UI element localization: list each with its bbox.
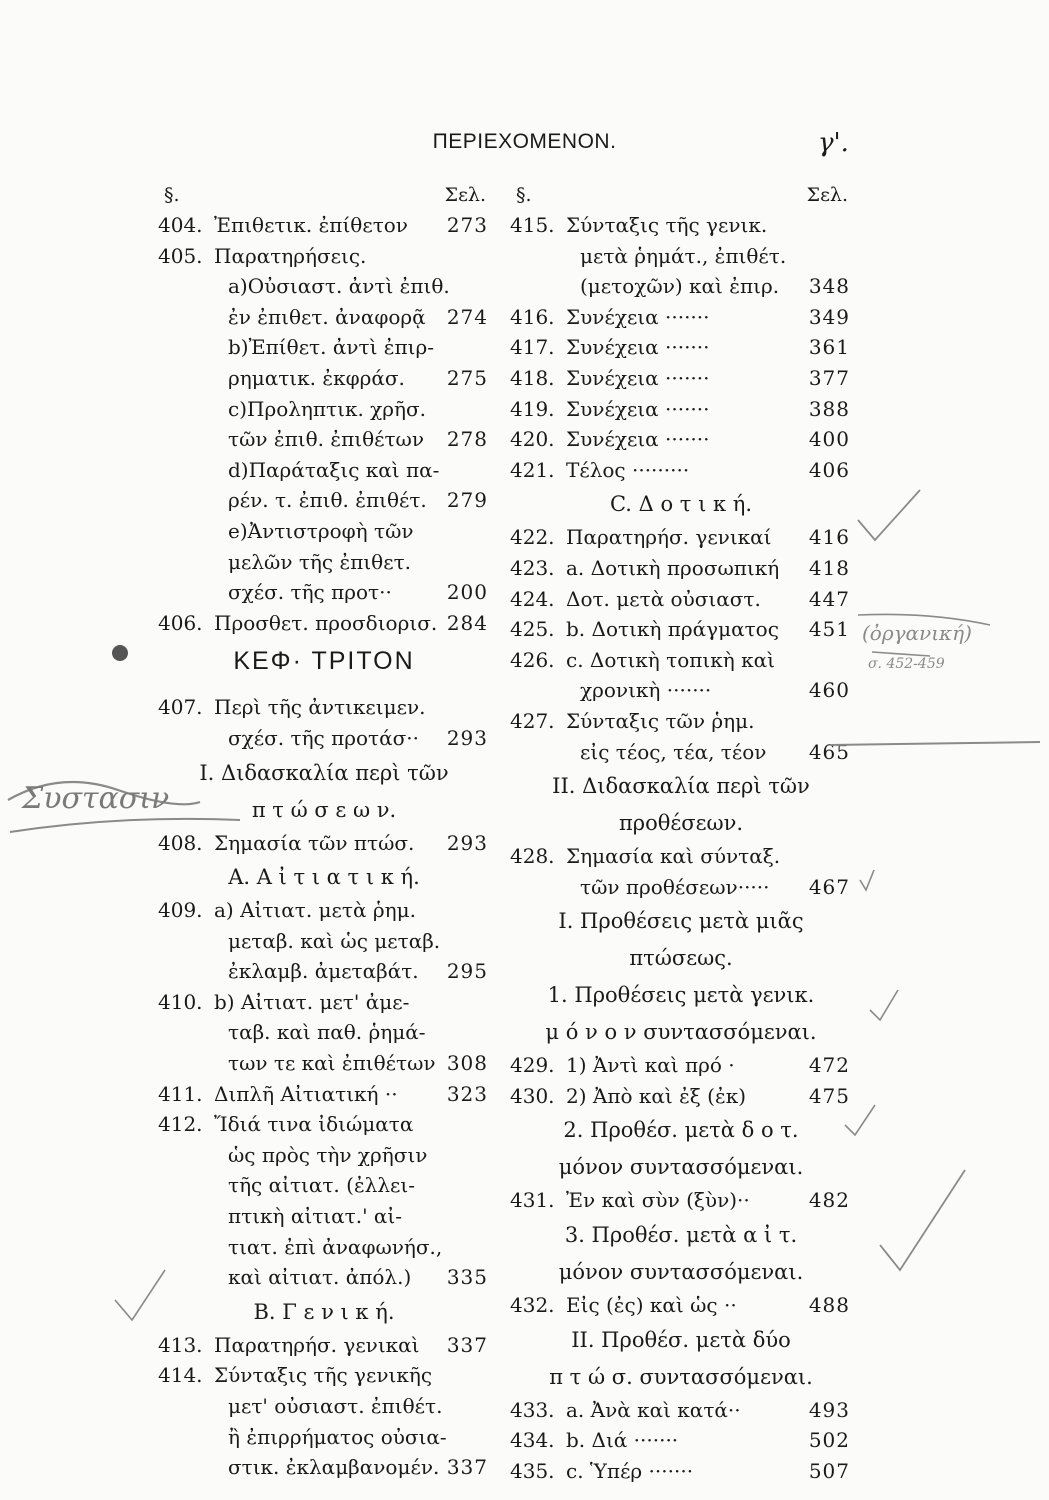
toc-entry [158,1391,490,1422]
entry-text: μελῶν τῆς ἐπιθετ. [228,549,412,574]
toc-entry [510,553,852,584]
section-number: 432. [510,1293,555,1318]
entry-text: τῶν ἐπιθ. ἐπιθέτων [228,427,425,452]
toc-entry [158,1262,490,1293]
toc-entry [158,1109,490,1140]
section-number: 420. [510,427,555,452]
heading-text: I. Προθέσεις μετὰ μιᾶς [558,909,804,934]
toc-entry [510,614,852,645]
section-number: 416. [510,304,555,329]
section-heading [158,858,490,895]
entry-text: 1) Ἀντὶ καὶ πρό · [566,1053,735,1078]
entry-text: ρέν. τ. ἐπιθ. ἐπιθέτ. [228,488,427,513]
heading-text: A. Α ἰ τ ι α τ ι κ ή. [228,865,420,890]
heading-text: πτώσεως. [629,946,733,971]
section-header: §. [516,184,532,206]
entry-text: Συνέχεια ······· [566,335,710,360]
toc-entry [158,1452,490,1483]
toc-entry [158,956,490,987]
checkmark-icon [870,990,898,1020]
entry-text: ταβ. καὶ παθ. ῥημά- [228,1020,426,1045]
section-number: 430. [510,1083,555,1108]
toc-entry [158,1079,490,1110]
heading-text: μ ό ν ο ν συντασσόμεναι. [545,1020,817,1045]
entry-text: ρηματικ. ἐκφράσ. [228,365,405,390]
heading-text: II. Διδασκαλία περὶ τῶν [552,774,810,799]
section-number: 404. [158,213,203,237]
entry-text: μεταβ. καὶ ὡς μεταβ. [228,928,441,953]
heading-text: 3. Προθέσ. μετὰ α ἰ τ. [564,1223,798,1248]
entry-text: σχέσ. τῆς προτ·· [228,580,392,605]
entry-text: Σημασία τῶν πτώσ. [214,830,415,855]
section-number: 429. [510,1053,555,1078]
checkmark-icon [880,1170,965,1270]
page-ref: 472 [808,1053,850,1078]
entry-text: τῆς αἰτιατ. (ἐλλει- [228,1173,415,1198]
toc-entry [510,706,852,737]
page-ref: 335 [446,1265,488,1290]
entry-text: a)Οὐσιαστ. ἀντὶ ἐπιθ. [228,274,450,299]
section-heading [158,754,490,791]
toc-entry [158,1201,490,1232]
entry-text: b. Δοτικὴ πράγματος [566,617,779,642]
toc-entry [510,271,852,302]
entry-text: Σύνταξις τῶν ῥημ. [566,708,755,733]
section-heading [510,939,852,976]
toc-entry [158,1330,490,1361]
entry-text: Συνέχεια ······· [566,304,710,329]
page-ref: 482 [808,1188,850,1213]
entry-text: Περὶ τῆς ἀντικειμεν. [214,695,426,720]
entry-text: ὡς πρὸς τὴν χρῆσιν [228,1142,428,1167]
toc-entry [510,675,852,706]
page-ref: 274 [446,304,488,329]
toc-entry [158,577,490,608]
section-heading [510,1013,852,1050]
section-header: §. [164,184,180,206]
page-ref: 388 [808,396,850,421]
section-number: 414. [158,1363,203,1388]
toc-entry [158,1232,490,1263]
toc-entry [510,737,852,768]
toc-entry [510,210,852,241]
page-ref: 273 [446,213,488,237]
toc-entry [510,1050,852,1081]
section-number: 433. [510,1397,555,1422]
entry-text: c)Προληπτικ. χρῆσ. [228,396,427,421]
page-ref: 284 [446,610,488,635]
entry-text: b)Ἐπίθετ. ἀντὶ ἐπιρ- [228,335,434,360]
heading-text: C. Δ ο τ ι κ ή. [609,492,753,517]
entry-text: Παρατηρήσ. γενικαί [566,525,772,550]
toc-entry [510,241,852,272]
page-ref: 278 [446,427,488,452]
entry-text: χρονικὴ ······· [580,678,712,703]
toc-entry [158,394,490,425]
entry-text: Προσθετ. προσδιορισ. [214,610,438,635]
toc-entry [158,895,490,926]
page-ref: 418 [808,555,850,580]
entry-text: a) Αἰτιατ. μετὰ ῥημ. [214,898,416,923]
section-heading [158,1293,490,1330]
toc-entry [510,1081,852,1112]
toc-entry [158,692,490,723]
heading-text: I. Διδασκαλία περὶ τῶν [199,760,449,785]
heading-text: 2. Προθέσ. μετὰ δ ο τ. [563,1118,799,1143]
section-heading [510,1253,852,1290]
page-ref: 279 [446,488,488,513]
toc-entry [158,608,490,639]
section-number: 428. [510,844,555,869]
section-number: 408. [158,830,203,855]
entry-text: τιατ. ἐπὶ ἀναφωνήσ., [228,1234,443,1259]
section-heading [510,1216,852,1253]
page-ref: 400 [808,427,850,452]
section-number: 431. [510,1188,555,1213]
toc-entry [510,645,852,676]
bracket-mark [858,614,990,625]
toc-entry [158,241,490,272]
section-heading [510,804,852,841]
section-number: 413. [158,1332,203,1357]
page-ref: 488 [808,1293,850,1318]
toc-entry [158,1017,490,1048]
page-ref: 447 [808,586,850,611]
toc-entry [158,1170,490,1201]
page-ref: 361 [808,335,850,360]
section-number: 422. [510,525,555,550]
heading-text: ΚΕΦ· ΤΡΙΤΟΝ [233,647,415,676]
entry-text: Παρατηρήσ. γενικαὶ [214,1332,420,1357]
entry-text: c. Δοτικὴ τοπικὴ καὶ [566,647,775,672]
entry-text: Σύνταξις τῆς γενικ. [566,213,768,237]
section-number: 424. [510,586,555,611]
section-number: 406. [158,610,203,635]
right-column [510,178,852,1486]
section-heading [510,902,852,939]
page-ref: 416 [808,525,850,550]
entry-text: πτικὴ αἰτιατ.' αἰ- [228,1204,403,1229]
right-column-header [510,178,852,210]
section-number: 415. [510,213,555,237]
toc-entry [158,210,490,241]
toc-entry [510,302,852,333]
section-heading [510,1358,852,1395]
toc-entry [510,455,852,486]
toc-entry [158,485,490,516]
page-ref: 502 [808,1428,850,1453]
page-ref: 293 [446,725,488,750]
entry-text: Τέλος ········· [566,457,690,482]
section-number: 405. [158,243,203,268]
page-ref: 293 [446,830,488,855]
toc-entry [510,394,852,425]
toc-entry [158,1048,490,1079]
heading-text: μόνον συντασσόμεναι. [558,1155,804,1180]
entry-text: Ἐπιθετικ. ἐπίθετον [214,213,408,237]
entry-text: d)Παράταξις καὶ πα- [228,457,440,482]
section-number: 410. [158,989,203,1014]
page-ref: 337 [446,1455,488,1480]
checkmark-icon [860,870,874,890]
toc-entry [510,1290,852,1321]
entry-text: σχέσ. τῆς προτάσ·· [228,725,419,750]
section-heading [510,1321,852,1358]
toc-entry [158,424,490,455]
section-number: 435. [510,1458,555,1483]
checkmark-icon [858,490,920,540]
handwritten-word: Συστασιν [22,781,170,816]
entry-text: Σημασία καὶ σύνταξ. [566,844,781,869]
toc-entry [510,872,852,903]
section-number: 409. [158,898,203,923]
page-ref: 275 [446,365,488,390]
section-heading [510,1148,852,1185]
entry-text: (μετοχῶν) καὶ ἐπιρ. [580,274,780,299]
ink-dot [112,645,128,661]
underline-mark [872,652,930,656]
entry-text: Ἴδιά τινα ἰδιώματα [214,1112,414,1137]
section-number: 407. [158,695,203,720]
section-number: 417. [510,335,555,360]
page-ref: 507 [808,1458,850,1483]
toc-entry [158,516,490,547]
toc-entry [158,926,490,957]
entry-text: Διπλῆ Αἰτιατική ·· [214,1081,398,1106]
entry-text: ἐν ἐπιθετ. ἀναφορᾷ [228,304,426,329]
heading-text: προθέσεων. [618,811,744,836]
toc-entry [510,363,852,394]
page-ref: 451 [808,617,850,642]
heading-text: 1. Προθέσεις μετὰ γενικ. [547,983,815,1008]
entry-text: τῶν προθέσεων····· [580,874,770,899]
handwritten-note: σ. 452-459 [868,656,945,672]
entry-text: μετ' οὐσιαστ. ἐπιθέτ. [228,1394,443,1418]
entry-text: a. Δοτικὴ προσωπική [566,555,780,580]
toc-entry [510,841,852,872]
page-ref: 337 [446,1332,488,1357]
left-column [158,178,490,1483]
page-ref: 377 [808,365,850,390]
entry-text: 2) Ἀπὸ καὶ ἐξ (ἐκ) [566,1083,747,1108]
entry-text: μετὰ ῥημάτ., ἐπιθέτ. [580,243,787,268]
entry-text: b. Διά ······· [566,1428,679,1453]
page-ref: 295 [446,959,488,984]
heading-text: B. Γ ε ν ι κ ή. [253,1299,395,1324]
entry-text: Ἐν καὶ σὺν (ξὺν)·· [566,1188,750,1213]
toc-entry [158,1360,490,1391]
entry-text: στικ. ἐκλαμβανομέν. [228,1455,440,1480]
section-number: 418. [510,365,555,390]
section-number: 411. [158,1081,203,1106]
section-number: 426. [510,647,555,672]
leader-line-mark [830,742,1040,745]
entry-text: a. Ἀνὰ καὶ κατά·· [566,1397,741,1422]
entry-text: Συνέχεια ······· [566,396,710,421]
page-ref: 348 [808,274,850,299]
toc-entry [510,1456,852,1487]
entry-text: Εἰς (ἐς) καὶ ὡς ·· [566,1293,737,1318]
toc-entry [158,828,490,859]
page-ref: 406 [808,457,850,482]
section-number: 427. [510,708,555,733]
toc-entry [510,584,852,615]
entry-text: Συνέχεια ······· [566,365,710,390]
heading-text: π τ ώ σ ε ω ν. [251,797,397,822]
section-number: 423. [510,555,555,580]
entry-text: Συνέχεια ······· [566,427,710,452]
toc-entry [158,455,490,486]
section-heading [510,485,852,522]
toc-entry [158,987,490,1018]
page-ref: 493 [808,1397,850,1422]
toc-entry [158,547,490,578]
handwritten-note: (ὀργανική) [862,621,972,645]
toc-entry [158,1422,490,1453]
entry-text: Δοτ. μετὰ οὐσιαστ. [566,586,761,611]
entry-text: Παρατηρήσεις. [214,243,367,268]
page-ref: 460 [808,678,850,703]
heading-text: π τ ώ σ. συντασσόμεναι. [549,1364,813,1389]
section-number: 412. [158,1112,203,1137]
page-ref: 465 [808,739,850,764]
entry-text: b) Αἰτιατ. μετ' ἀμε- [214,989,410,1014]
left-column-header [158,178,490,210]
page-ref: 349 [808,304,850,329]
entry-text: c. Ὑπέρ ······· [566,1458,694,1483]
page-number: γ'. [818,128,849,158]
page-ref: 475 [808,1083,850,1108]
toc-entry [158,302,490,333]
entry-text: e)Ἀντιστροφὴ τῶν [228,518,414,543]
section-heading [510,767,852,804]
section-number: 434. [510,1428,555,1453]
toc-entry [510,1185,852,1216]
entry-text: ἢ ἐπιρρήματος οὐσια- [228,1424,447,1449]
entry-text: Σύνταξις τῆς γενικῆς [214,1363,433,1388]
toc-entry [158,1140,490,1171]
toc-entry [510,332,852,363]
page-title: ΠΕΡΙΕΧΟΜΕΝΟΝ. [432,130,617,153]
section-heading [510,976,852,1013]
toc-entry [510,1395,852,1426]
entry-text: εἰς τέος, τέα, τέον [580,739,767,764]
section-heading [510,1111,852,1148]
toc-entry [510,522,852,553]
toc-entry [158,723,490,754]
section-number: 425. [510,617,555,642]
heading-text: μόνον συντασσόμεναι. [558,1260,804,1285]
toc-entry [158,332,490,363]
entry-text: καὶ αἰτιατ. ἀπόλ.) [228,1265,412,1290]
page-ref: 200 [446,580,488,605]
section-heading [158,791,490,828]
section-number: 421. [510,457,555,482]
page-ref: 323 [446,1081,488,1106]
heading-text: II. Προθέσ. μετὰ δύο [571,1327,791,1352]
page-header: Σελ. [806,184,848,206]
toc-entry [510,424,852,455]
page-ref: 308 [446,1051,488,1076]
toc-entry [158,271,490,302]
toc-entry [510,1425,852,1456]
toc-entry [158,363,490,394]
entry-text: ἐκλαμβ. ἀμεταβάτ. [228,959,419,984]
section-number: 419. [510,396,555,421]
page-header: Σελ. [444,184,486,206]
entry-text: των τε καὶ ἐπιθέτων [228,1051,436,1076]
page-ref: 467 [808,874,850,899]
section-heading [158,638,490,692]
